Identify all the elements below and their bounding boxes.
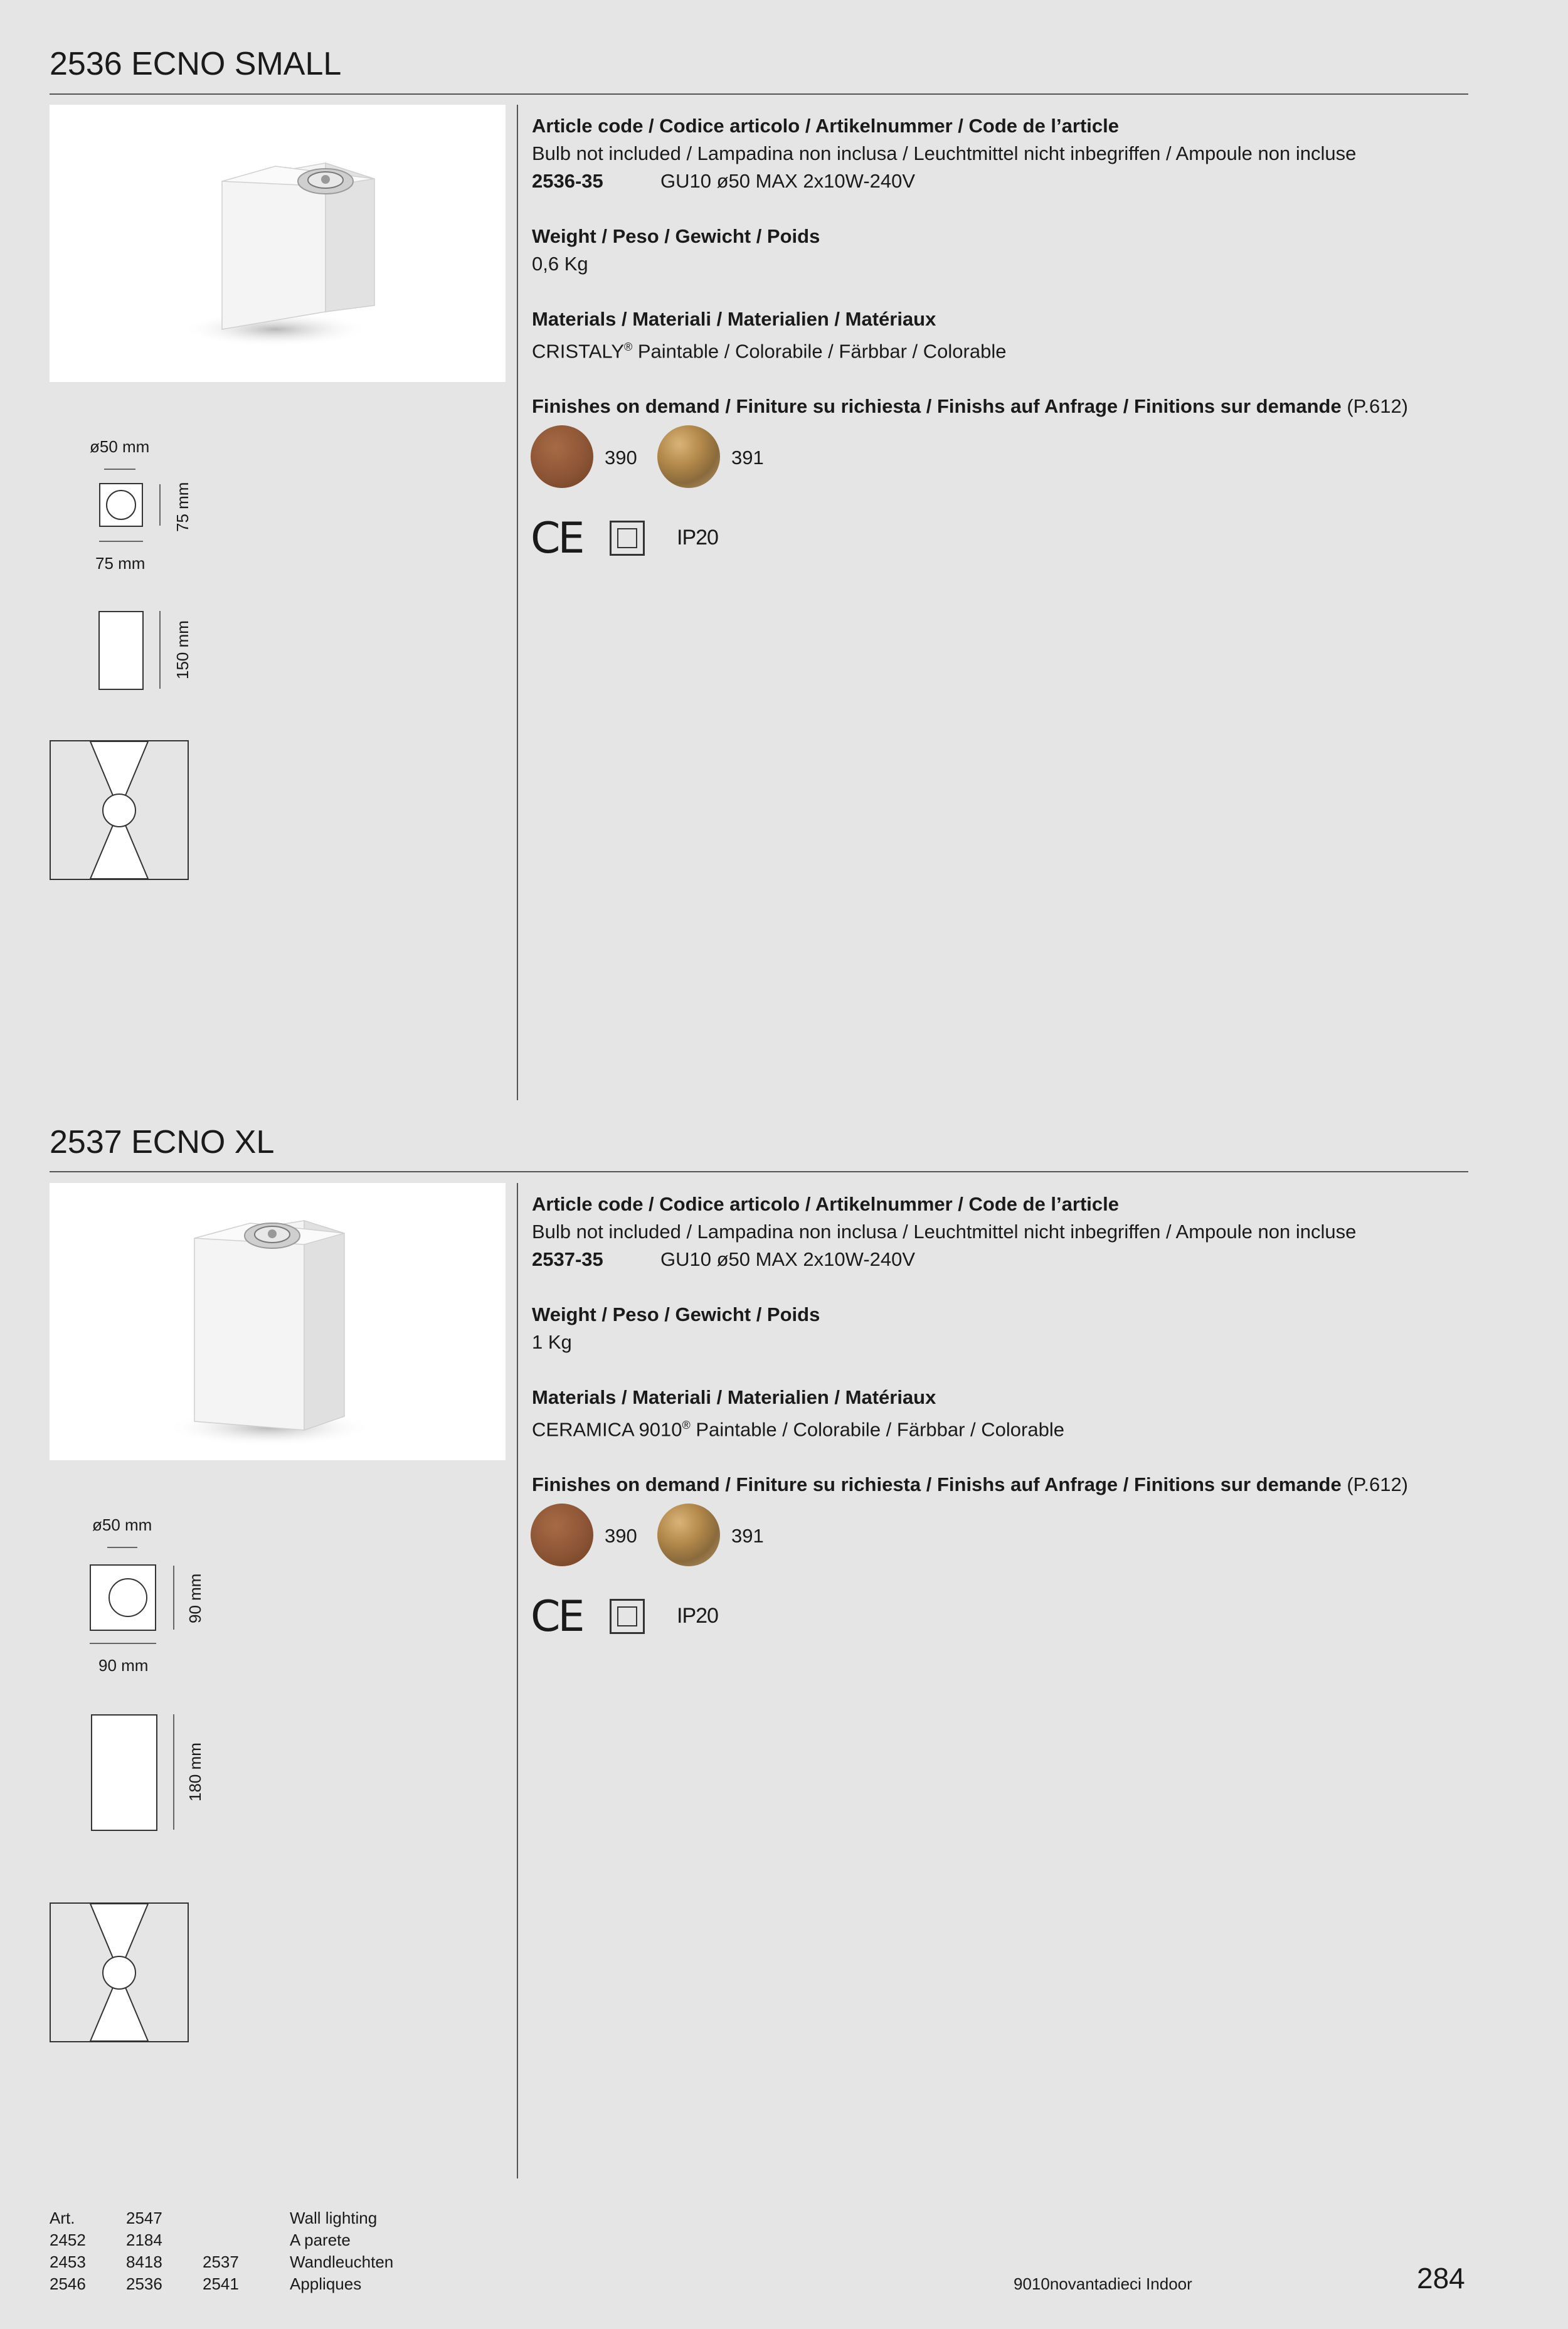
footer-art-number: 2537	[203, 2252, 239, 2271]
diameter-line	[107, 1547, 137, 1548]
art-label: Art.	[50, 2209, 75, 2227]
info-column	[532, 1191, 1408, 1499]
height-line	[173, 1714, 174, 1830]
ce-mark-icon: CE	[531, 514, 583, 563]
dimension-depth: 90 mm	[186, 1573, 204, 1623]
info-column	[532, 112, 1408, 420]
footer-art-number: 2546	[50, 2274, 86, 2293]
ce-mark-icon: CE	[531, 1592, 583, 1642]
registered-mark: ®	[624, 341, 633, 353]
article-code: 2537-35	[532, 1248, 603, 1270]
footer-col-art	[50, 2207, 86, 2295]
footer-category: Wall lighting	[290, 2209, 378, 2227]
dimension-height: 150 mm	[173, 620, 192, 679]
bulb-spec: GU10 ø50 MAX 2x10W-240V	[660, 170, 916, 192]
dimension-diameter: ø50 mm	[92, 1515, 152, 1534]
footer-art-number: 8418	[126, 2252, 162, 2271]
socket-circle	[106, 490, 136, 520]
material-desc: Paintable / Colorabile / Färbbar / Colorable	[632, 340, 1007, 363]
product-photo	[50, 105, 506, 382]
finishes-row	[532, 1471, 1408, 1499]
article-code: 2536-35	[532, 170, 603, 192]
dimension-width: 90 mm	[98, 1656, 149, 1675]
finish-swatch-391	[657, 425, 720, 488]
ip-rating: IP20	[677, 1604, 718, 1628]
footer-categories	[290, 2207, 393, 2295]
footer-col-2	[126, 2207, 162, 2295]
product-title: 2536 ECNO SMALL	[50, 46, 342, 82]
finish-label-391: 391	[731, 1525, 764, 1547]
footer-art-number: 2453	[50, 2252, 86, 2271]
finish-swatch-390	[531, 1504, 593, 1566]
footer-art-number: 2547	[126, 2209, 162, 2227]
class-ii-icon	[610, 1599, 645, 1634]
top-view-drawing	[90, 1564, 156, 1631]
product-title: 2537 ECNO XL	[50, 1124, 275, 1160]
weight-value: 0,6 Kg	[532, 253, 588, 275]
finish-label-390: 390	[605, 447, 637, 469]
finish-swatch-391	[657, 1504, 720, 1566]
finishes-label: Finishes on demand / Finiture su richiesta / Finishs auf Anfrage / Finitions sur demande	[532, 1473, 1342, 1496]
code-row	[532, 1246, 1408, 1273]
dimension-height: 180 mm	[186, 1743, 204, 1801]
footer-category: Appliques	[290, 2274, 362, 2293]
finish-swatch-390	[531, 425, 593, 488]
lamp-image	[50, 105, 506, 382]
light-emission-diagram	[50, 740, 189, 880]
product-photo	[50, 1183, 506, 1460]
footer-category: Wandleuchten	[290, 2252, 394, 2271]
finishes-page-ref: (P.612)	[1341, 395, 1409, 418]
side-view-drawing	[98, 611, 144, 690]
material-value	[532, 1411, 1408, 1443]
column-divider	[517, 1183, 518, 2178]
material-value	[532, 333, 1408, 365]
depth-line	[173, 1566, 174, 1630]
materials-label: Materials / Materiali / Materialien / Matériaux	[532, 308, 936, 330]
article-code-label: Article code / Codice articolo / Artikelnummer / Code de l’article	[532, 115, 1119, 137]
material-desc: Paintable / Colorabile / Färbbar / Colorable	[690, 1418, 1064, 1441]
weight-value: 1 Kg	[532, 1331, 572, 1353]
footer-art-number: 2541	[203, 2274, 239, 2293]
column-divider	[517, 105, 518, 1100]
material-name: CRISTALY	[532, 340, 624, 363]
footer-brand: 9010novantadieci Indoor	[1014, 2274, 1192, 2293]
finishes-label: Finishes on demand / Finiture su richiesta / Finishs auf Anfrage / Finitions sur demande	[532, 395, 1342, 418]
width-line	[99, 541, 143, 542]
code-row	[532, 167, 1408, 195]
finish-label-390: 390	[605, 1525, 637, 1547]
footer-col-3	[203, 2251, 239, 2295]
title-divider	[50, 1171, 1468, 1172]
width-line	[90, 1643, 156, 1644]
height-line	[159, 611, 161, 689]
side-view-drawing	[91, 1714, 157, 1831]
footer-category: A parete	[290, 2231, 351, 2249]
dimension-depth: 75 mm	[173, 482, 192, 532]
lamp-image	[50, 1183, 506, 1460]
footer-art-number: 2536	[126, 2274, 162, 2293]
weight-label: Weight / Peso / Gewicht / Poids	[532, 1303, 820, 1325]
finishes-page-ref: (P.612)	[1341, 1473, 1409, 1496]
socket-circle	[109, 1578, 147, 1617]
registered-mark: ®	[682, 1419, 691, 1431]
material-name: CERAMICA 9010	[532, 1418, 682, 1441]
title-divider	[50, 93, 1468, 95]
dimension-diameter: ø50 mm	[90, 437, 150, 456]
class-ii-icon	[610, 521, 645, 556]
light-emission-diagram	[50, 1902, 189, 2042]
finish-label-391: 391	[731, 447, 764, 469]
page-number: 284	[1417, 2262, 1465, 2295]
bulb-note: Bulb not included / Lampadina non inclusa / Leuchtmittel nicht inbegriffen / Ampoule non incluse	[532, 142, 1357, 164]
bulb-spec: GU10 ø50 MAX 2x10W-240V	[660, 1248, 916, 1270]
weight-label: Weight / Peso / Gewicht / Poids	[532, 225, 820, 247]
finishes-row	[532, 393, 1408, 420]
footer-art-number: 2452	[50, 2231, 86, 2249]
depth-line	[159, 484, 161, 526]
top-view-drawing	[99, 483, 143, 527]
materials-label: Materials / Materiali / Materialien / Matériaux	[532, 1386, 936, 1408]
dimension-width: 75 mm	[95, 554, 146, 573]
article-code-label: Article code / Codice articolo / Artikelnummer / Code de l’article	[532, 1193, 1119, 1215]
bulb-note: Bulb not included / Lampadina non inclusa / Leuchtmittel nicht inbegriffen / Ampoule non incluse	[532, 1221, 1357, 1243]
footer-art-number: 2184	[126, 2231, 162, 2249]
ip-rating: IP20	[677, 526, 718, 549]
diameter-line	[104, 469, 135, 470]
